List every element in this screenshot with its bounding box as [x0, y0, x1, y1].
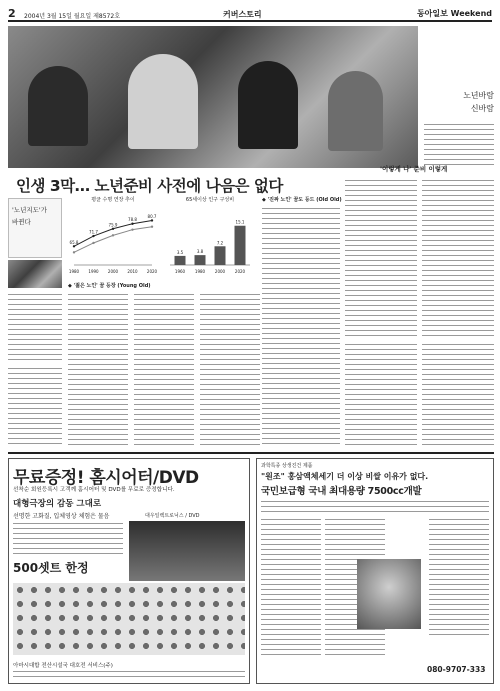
chart-life-data-label: 65.8 — [69, 239, 79, 245]
page-number: 2 — [8, 7, 16, 20]
ad-right-tag: 과학특종 상생진건 제품 — [261, 463, 313, 469]
main-photo — [8, 26, 418, 168]
chart-life-svg — [68, 203, 158, 277]
brand-name: 동아일보 Weekend — [416, 9, 492, 18]
ad-left-brand: 대우일렉트로닉스 / DVD — [145, 513, 200, 519]
chart-pop-bar — [215, 246, 226, 265]
chart-pop-svg — [164, 203, 256, 277]
chart-pop-bar — [175, 256, 186, 265]
chart-life-point — [151, 225, 153, 227]
top-right-caption — [424, 122, 494, 166]
photo-figure-3 — [238, 61, 298, 149]
chart-life-point — [73, 245, 75, 247]
callout-line-2: 바뀐다 — [12, 218, 31, 226]
chart-pop-tick-label: 1980 — [194, 269, 206, 274]
subsection-heading-1: ◆ '젊은 노인' 꿈 등장 (Young Old) — [68, 283, 151, 289]
chart-pop-tick-label: 2000 — [214, 269, 226, 274]
chart-pop-bar — [235, 226, 246, 265]
ad-right-col-3 — [429, 517, 489, 637]
chart-life-point — [73, 251, 75, 253]
photo-figure-4 — [328, 71, 383, 151]
chart-life-point — [92, 235, 94, 237]
ad-left-footer-info — [13, 669, 245, 681]
chart-pop-data-label: 3.8 — [196, 249, 204, 255]
chart-pop-bar — [195, 255, 206, 265]
callout-line-1: '노년지도'가 — [12, 206, 47, 214]
ad-right — [256, 458, 494, 684]
ad-right-subtitle: 국민보급형 국내 최대용량 7500cc개발 — [261, 486, 422, 497]
sidebar-text-4 — [422, 342, 494, 447]
body-column-3 — [200, 292, 260, 447]
chart-life-point — [112, 234, 114, 236]
chart-life-tick-label: 2010 — [127, 269, 138, 274]
tag-line-2: 신바람 — [470, 104, 494, 113]
sidebar-text-3 — [345, 342, 417, 447]
photo-figure-2 — [128, 54, 198, 149]
body-column-2 — [134, 292, 194, 447]
ad-left — [8, 458, 250, 684]
chart-life-point — [112, 228, 114, 230]
body-column-1 — [68, 292, 128, 447]
section-name: 커버스토리 — [223, 10, 262, 19]
ad-left-line3: 대형극장의 감동 그대로 — [13, 499, 102, 509]
chart-life-data-label: 75.9 — [108, 222, 118, 228]
sidebar-title: '이렇게 나' 준비 이렇게 — [380, 165, 448, 173]
chart-life-tick-label: 2000 — [107, 269, 119, 274]
body-column-4 — [262, 206, 340, 447]
chart-pop-data-label: 3.5 — [176, 249, 184, 255]
ad-divider — [8, 452, 494, 454]
chart-life-tick-label: 1990 — [88, 269, 99, 274]
chart-life-series-2 — [74, 227, 152, 253]
headline: 인생 3막… 노년준비 사전에 나음은 없다 — [16, 177, 283, 195]
ad-right-body — [261, 499, 489, 513]
chart-life-point — [131, 223, 133, 225]
chart-life-point — [151, 219, 153, 221]
chart-life-data-label: 80.7 — [147, 213, 157, 219]
chart-pop-tick-label: 1960 — [174, 269, 186, 274]
ad-left-product-image — [129, 521, 245, 581]
chart-pop — [164, 196, 256, 278]
ad-right-col-1 — [261, 517, 321, 657]
tag-line-1: 노년바람 — [463, 91, 494, 100]
callout-box — [8, 198, 62, 258]
body-column-left — [8, 366, 62, 447]
page-header — [8, 6, 492, 22]
chart-life-title: 평균 수명 연장 추이 — [91, 197, 135, 203]
chart-life-data-label: 78.8 — [128, 217, 137, 223]
chart-pop-data-label: 15.1 — [235, 219, 245, 225]
chart-life-point — [92, 242, 94, 244]
sidebar-text-2 — [422, 178, 494, 338]
chart-life-point — [131, 228, 133, 230]
intro-text — [8, 292, 62, 362]
tag-block — [424, 90, 494, 118]
ad-left-features — [13, 521, 123, 555]
ad-right-title: "원조" 홍삼액체세기 더 이상 비쌀 이유가 없다. — [261, 472, 429, 481]
ad-left-footer-name: 아마시대합 전산시설국 대호전 서비스(주) — [13, 663, 113, 669]
date-info: 2004년 3월 15일 월요일 제8572호 — [24, 13, 120, 20]
ad-left-title: 무료증정! 홈시어터/DVD — [13, 468, 199, 488]
ad-left-subtitle: 선착순 회원등록시 고객께 홈시어터 및 DVD를 무료로 증정합니다. — [13, 487, 175, 493]
ad-left-limit: 500셋트 한정 — [13, 561, 89, 575]
chart-life-tick-label: 1980 — [68, 269, 80, 274]
ad-left-line4: 선명한 고화질, 입체영상 체험은 물음 — [13, 513, 110, 520]
sidebar-text-1 — [345, 178, 417, 338]
ad-right-phone: 080-9707-333 — [427, 665, 486, 674]
chart-pop-tick-label: 2020 — [234, 269, 246, 274]
chart-life-data-label: 71.7 — [89, 229, 98, 235]
ad-right-product-image — [357, 559, 421, 629]
photo-figure-1 — [28, 66, 88, 146]
callout-photo — [8, 260, 62, 288]
chart-life-tick-label: 2020 — [146, 269, 158, 274]
ad-left-product-grid — [13, 583, 245, 655]
subsection-heading-2: ◆ '진짜 노인' 꿈도 등드 (Old Old) — [262, 197, 342, 203]
chart-life — [68, 196, 158, 278]
chart-pop-title: 65세이상 인구 구성비 — [185, 197, 235, 203]
chart-pop-data-label: 7.2 — [216, 240, 224, 246]
